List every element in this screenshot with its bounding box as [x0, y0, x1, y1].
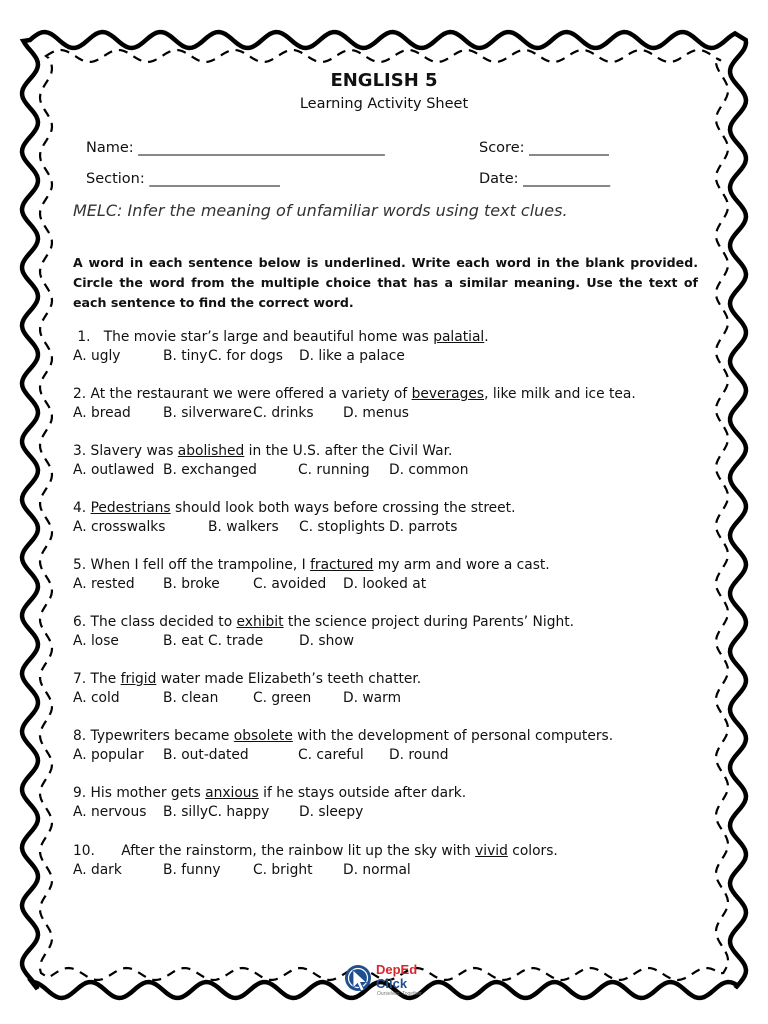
question-text-after: if he stays outside after dark. [258, 785, 467, 801]
question-item [73, 842, 558, 880]
question-sentence [73, 499, 515, 518]
page-title: ENGLISH 5 [330, 70, 438, 91]
question-item [73, 328, 489, 366]
answer-options [73, 861, 558, 880]
question-text-before: Slavery was [86, 443, 178, 459]
answer-option[interactable]: B. walkers [208, 519, 279, 535]
logo-deped-text: DepEd [376, 962, 418, 977]
question-sentence [73, 784, 466, 803]
answer-option[interactable]: A. crosswalks [73, 519, 166, 535]
question-sentence [73, 842, 558, 861]
answer-option[interactable]: D. parrots [389, 519, 458, 535]
answer-option[interactable]: D. normal [343, 862, 411, 878]
date-blank[interactable]: ____________ [523, 171, 611, 187]
underlined-word: fractured [310, 557, 374, 573]
question-number: 6. [73, 614, 87, 630]
answer-option[interactable]: D. show [299, 633, 355, 649]
question-text-after: should look both ways before crossing the street. [170, 500, 516, 516]
question-sentence [73, 670, 421, 689]
score-label: Score: [479, 140, 525, 156]
question-number: 9. [73, 785, 87, 801]
answer-option[interactable]: C. for dogs [208, 348, 283, 364]
question-text-after: , like milk and ice tea. [484, 386, 636, 402]
answer-options [73, 689, 421, 708]
answer-option[interactable]: D. sleepy [299, 804, 364, 820]
logo-tagline: Ourselves. Together. [377, 991, 423, 997]
date-field[interactable] [479, 171, 610, 187]
question-text-before: Typewriters became [86, 728, 234, 744]
question-number: 7. [73, 671, 87, 687]
answer-option[interactable]: C. green [253, 690, 312, 706]
question-text-after: my arm and wore a cast. [373, 557, 550, 573]
answer-option[interactable]: C. bright [253, 862, 313, 878]
answer-option[interactable]: A. popular [73, 747, 144, 763]
question-text-before: After the rainstorm, the rainbow lit up the sky with [94, 843, 476, 859]
logo-click-text: Click [376, 976, 408, 991]
underlined-word: anxious [205, 785, 259, 801]
question-number: 2. [73, 386, 87, 402]
section-field[interactable] [86, 171, 280, 187]
question-item [73, 784, 466, 822]
answer-option[interactable]: A. lose [73, 633, 119, 649]
question-text-after: water made Elizabeth’s teeth chatter. [156, 671, 422, 687]
answer-option[interactable]: A. rested [73, 576, 135, 592]
answer-option[interactable]: A. outlawed [73, 462, 155, 478]
answer-option[interactable]: B. silly [163, 804, 209, 820]
question-text-after: in the U.S. after the Civil War. [244, 443, 453, 459]
underlined-word: beverages [411, 386, 485, 402]
answer-options [73, 518, 515, 537]
underlined-word: frigid [120, 671, 157, 687]
question-sentence [73, 613, 574, 632]
answer-option[interactable]: B. out-dated [163, 747, 249, 763]
question-text-before: When I fell off the trampoline, I [86, 557, 311, 573]
answer-option[interactable]: D. round [389, 747, 449, 763]
question-item [73, 556, 550, 594]
underlined-word: Pedestrians [90, 500, 171, 516]
underlined-word: vivid [475, 843, 508, 859]
answer-option[interactable]: C. avoided [253, 576, 327, 592]
score-field[interactable] [479, 140, 609, 156]
deped-click-logo [343, 960, 433, 1000]
name-field[interactable] [86, 140, 385, 156]
question-number: 10. [73, 843, 95, 859]
question-text-after: with the development of personal computers. [292, 728, 614, 744]
answer-option[interactable]: C. stoplights [299, 519, 385, 535]
answer-option[interactable]: C. careful [298, 747, 364, 763]
question-item [73, 499, 515, 537]
question-number: 3. [73, 443, 87, 459]
answer-option[interactable]: B. tiny [163, 348, 208, 364]
name-blank[interactable]: __________________________________ [138, 140, 385, 156]
melc-objective: MELC: Infer the meaning of unfamiliar words using text clues. [73, 201, 568, 220]
answer-options [73, 347, 489, 366]
question-item [73, 385, 636, 423]
underlined-word: obsolete [233, 728, 293, 744]
question-number: 4. [73, 500, 87, 516]
answer-option[interactable]: A. dark [73, 862, 122, 878]
question-text-before: His mother gets [86, 785, 206, 801]
answer-option[interactable]: A. nervous [73, 804, 147, 820]
question-text-before: At the restaurant we were offered a variety of [86, 386, 412, 402]
question-text-after: colors. [507, 843, 558, 859]
answer-option[interactable]: C. trade [208, 633, 264, 649]
answer-option[interactable]: B. clean [163, 690, 219, 706]
underlined-word: exhibit [236, 614, 284, 630]
question-sentence [73, 556, 550, 575]
answer-option[interactable]: C. drinks [253, 405, 314, 421]
question-text-after: the science project during Parents’ Night. [283, 614, 574, 630]
answer-option[interactable]: C. running [298, 462, 370, 478]
question-sentence [73, 385, 636, 404]
answer-options [73, 404, 636, 423]
question-number: 5. [73, 557, 87, 573]
answer-option[interactable]: D. common [389, 462, 469, 478]
answer-option[interactable]: A. bread [73, 405, 131, 421]
question-sentence [73, 442, 452, 461]
question-item [73, 613, 574, 651]
question-item [73, 727, 613, 765]
question-sentence [73, 328, 489, 347]
answer-option[interactable]: D. like a palace [299, 348, 405, 364]
date-label: Date: [479, 171, 519, 187]
answer-option[interactable]: D. menus [343, 405, 410, 421]
question-sentence [73, 727, 613, 746]
section-label: Section: [86, 171, 145, 187]
answer-options [73, 575, 550, 594]
question-text-before: The [86, 671, 121, 687]
answer-option[interactable]: B. silverware [163, 405, 253, 421]
answer-options [73, 632, 574, 651]
question-text-before: The movie star’s large and beautiful home was [90, 329, 434, 345]
underlined-word: abolished [177, 443, 245, 459]
section-blank[interactable]: __________________ [149, 171, 280, 187]
answer-option[interactable]: A. ugly [73, 348, 121, 364]
answer-option[interactable]: D. warm [343, 690, 402, 706]
answer-option[interactable]: C. happy [208, 804, 270, 820]
question-item [73, 670, 421, 708]
underlined-word: palatial [433, 329, 485, 345]
instructions: A word in each sentence below is underlined. Write each word in the blank provided. Circle the word from the multiple choice that has a similar meaning. Use the text of each sentence to find the correct word. [73, 255, 698, 310]
question-number: 8. [73, 728, 87, 744]
question-text-after: . [484, 329, 489, 345]
answer-options [73, 461, 469, 480]
score-blank[interactable]: ___________ [529, 140, 609, 156]
answer-option[interactable]: B. funny [163, 862, 221, 878]
question-text-before: The class decided to [86, 614, 237, 630]
answer-option[interactable]: A. cold [73, 690, 120, 706]
answer-options [73, 746, 613, 765]
answer-option[interactable]: D. looked at [343, 576, 427, 592]
question-item [73, 442, 469, 480]
answer-option[interactable]: B. eat [163, 633, 204, 649]
logo-cursor-icon [343, 960, 377, 1000]
answer-options [73, 803, 466, 822]
answer-option[interactable]: B. broke [163, 576, 220, 592]
answer-option[interactable]: B. exchanged [163, 462, 257, 478]
name-label: Name: [86, 140, 134, 156]
page-subtitle: Learning Activity Sheet [299, 96, 469, 112]
question-number: 1. [73, 329, 91, 345]
